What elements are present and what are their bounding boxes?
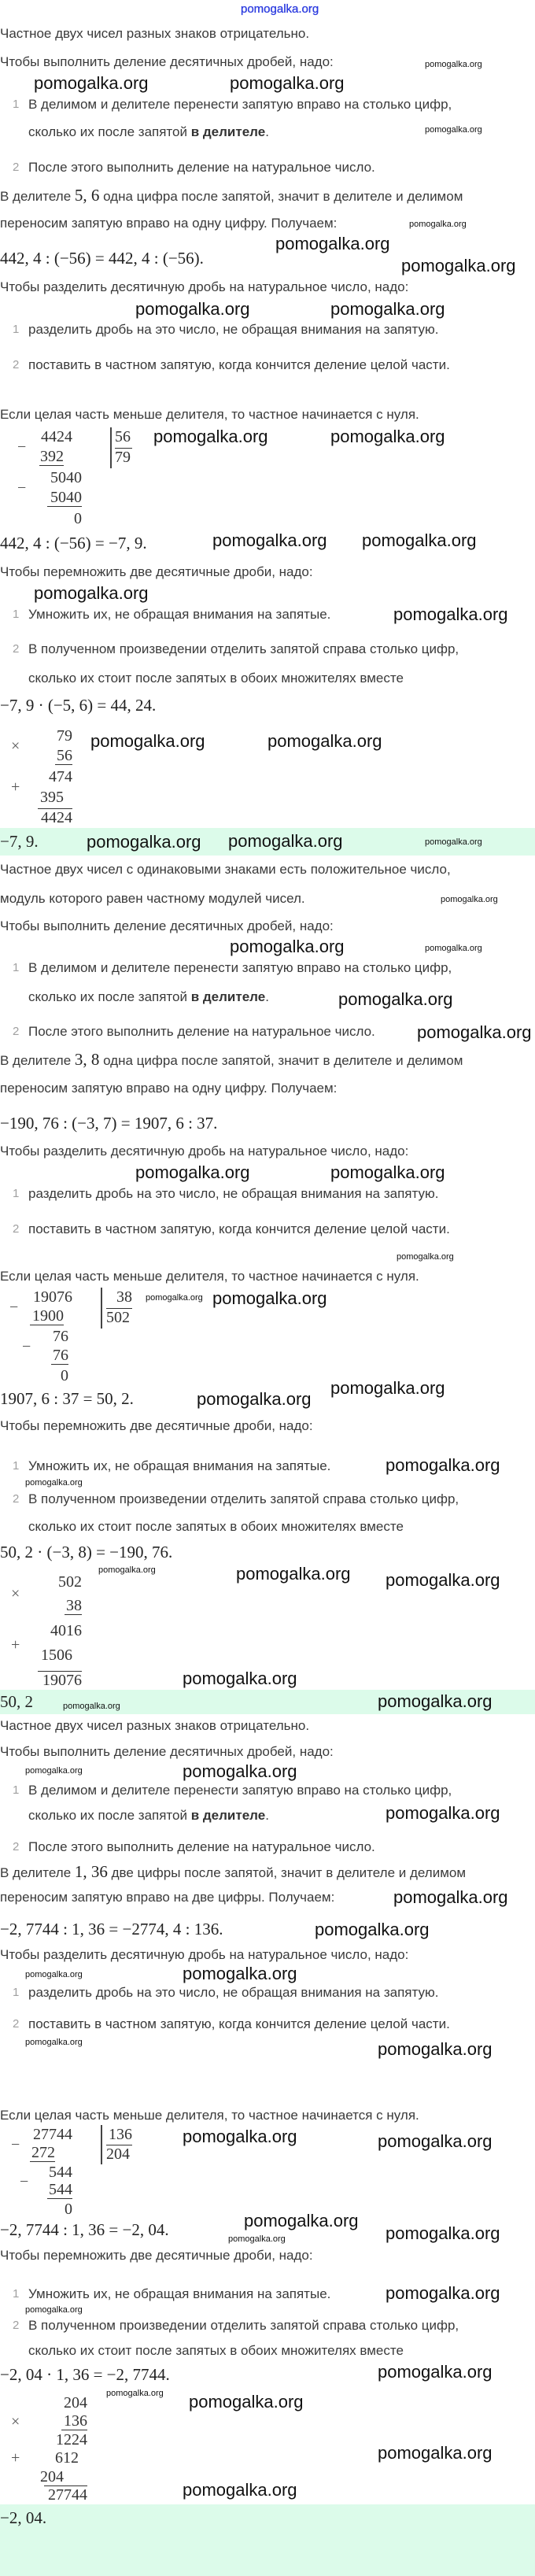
remainder: 544 <box>49 2164 72 2181</box>
zero-rule: Если целая часть меньше делителя, то частное начинается с нуля. <box>0 1269 419 1284</box>
watermark: pomogalka.org <box>378 2362 493 2382</box>
shift-explanation <box>0 186 463 205</box>
watermark: pomogalka.org <box>386 2223 500 2243</box>
division-bar <box>101 1288 102 1329</box>
division-step-2: После этого выполнить деление на натуральное число. <box>28 160 375 175</box>
division-step-2: После этого выполнить деление на натуральное число. <box>28 1839 375 1854</box>
multiplication-step-2: В полученном произведении отделить запятой справа столько цифр, <box>28 641 459 656</box>
times-sign: × <box>11 1585 20 1602</box>
zero-rule: Если целая часть меньше делителя, то частное начинается с нуля. <box>0 2108 419 2123</box>
watermark: pomogalka.org <box>25 1478 83 1488</box>
watermark: pomogalka.org <box>244 2211 359 2230</box>
formula: −2, 7744 : 1, 36 = −2774, 4 : 136. <box>0 1920 223 1938</box>
minus-sign: − <box>9 1299 19 1316</box>
watermark: pomogalka.org <box>135 299 250 319</box>
sign-rule: Частное двух чисел разных знаков отрицательно. <box>0 1718 310 1733</box>
site-logo: pomogalka.org <box>241 2 319 16</box>
step-number: 2 <box>13 2319 20 2332</box>
divisor: 136 <box>109 2126 132 2143</box>
watermark: pomogalka.org <box>63 1702 120 1711</box>
watermark: pomogalka.org <box>25 1766 83 1776</box>
watermark: pomogalka.org <box>230 937 345 956</box>
division-step-1-cont <box>28 1806 269 1825</box>
watermark: pomogalka.org <box>409 220 467 229</box>
partial-product: 1506 <box>41 1646 72 1664</box>
watermark: pomogalka.org <box>228 831 343 851</box>
watermark: pomogalka.org <box>338 989 453 1009</box>
times-sign: × <box>11 2413 20 2430</box>
step-end: . <box>265 1808 269 1823</box>
natural-step-1: разделить дробь на это число, не обращая внимания на запятую. <box>28 1985 439 2000</box>
multiplication-step-2-cont: сколько их стоит после запятых в обоих множителях вместе <box>28 671 404 686</box>
watermark: pomogalka.org <box>230 73 345 93</box>
watermark: pomogalka.org <box>330 427 445 446</box>
bold-text: в делителе <box>190 124 266 139</box>
formula: 442, 4 : (−56) = 442, 4 : (−56). <box>0 249 204 268</box>
plus-sign: + <box>11 1636 20 1654</box>
step-text: сколько их после запятой <box>28 1808 191 1823</box>
step-end: . <box>265 989 269 1004</box>
factor-a: 204 <box>64 2394 87 2412</box>
multiplication-rule-title: Чтобы перемножить две десятичные дроби, надо: <box>0 2248 313 2263</box>
divisor: 5, 6 <box>74 186 100 205</box>
watermark: pomogalka.org <box>183 2480 297 2500</box>
subtrahend: 5040 <box>47 489 82 507</box>
factor-b: 136 <box>61 2412 87 2430</box>
divisor: 38 <box>116 1288 132 1306</box>
multiplication-step-2-cont: сколько их стоит после запятых в обоих множителях вместе <box>28 1519 404 1534</box>
sign-rule-cont: модуль которого равен частному модулей чисел. <box>0 891 305 906</box>
division-step-2: После этого выполнить деление на натуральное число. <box>28 1024 375 1039</box>
watermark: pomogalka.org <box>386 1455 500 1475</box>
watermark: pomogalka.org <box>378 2443 493 2463</box>
watermark: pomogalka.org <box>98 1565 156 1575</box>
product: 27744 <box>44 2485 87 2504</box>
watermark: pomogalka.org <box>228 2234 286 2244</box>
divisor: 1, 36 <box>74 1862 108 1881</box>
partial-product: 4016 <box>50 1622 82 1639</box>
step-text: сколько их после запятой <box>28 989 191 1004</box>
watermark: pomogalka.org <box>425 837 482 847</box>
watermark: pomogalka.org <box>378 2039 493 2059</box>
watermark: pomogalka.org <box>135 1162 250 1182</box>
watermark: pomogalka.org <box>197 1389 312 1409</box>
bold-text: в делителе <box>190 989 266 1004</box>
partial-product: 474 <box>49 768 72 785</box>
watermark: pomogalka.org <box>417 1022 532 1042</box>
division-bar <box>101 2125 102 2164</box>
watermark: pomogalka.org <box>330 1162 445 1182</box>
natural-rule-title: Чтобы разделить десятичную дробь на натуральное число, надо: <box>0 1947 409 1962</box>
watermark: pomogalka.org <box>146 1293 203 1303</box>
partial-product: 204 <box>40 2468 64 2485</box>
shift-explanation-cont: переносим запятую вправо на две цифры. Получаем: <box>0 1890 335 1905</box>
remainder: 0 <box>61 1367 68 1384</box>
watermark: pomogalka.org <box>386 2283 500 2303</box>
watermark: pomogalka.org <box>401 256 516 275</box>
watermark: pomogalka.org <box>34 73 149 93</box>
watermark: pomogalka.org <box>268 731 382 751</box>
remainder: 0 <box>74 510 82 527</box>
step-number: 2 <box>13 1840 20 1853</box>
answer: 50, 2 <box>0 1692 33 1711</box>
division-rule-title: Чтобы выполнить деление десятичных дробей, надо: <box>0 54 334 69</box>
watermark: pomogalka.org <box>153 427 268 446</box>
natural-step-2: поставить в частном запятую, когда кончится деление целой части. <box>28 1221 450 1236</box>
quotient: 502 <box>106 1308 132 1326</box>
watermark: pomogalka.org <box>425 944 482 953</box>
step-number: 2 <box>13 1222 20 1236</box>
watermark: pomogalka.org <box>236 1564 351 1584</box>
watermark: pomogalka.org <box>183 2127 297 2146</box>
watermark: pomogalka.org <box>441 895 498 904</box>
multiplication-step-1: Умножить их, не обращая внимания на запятые. <box>28 1458 331 1473</box>
watermark: pomogalka.org <box>315 1920 430 1939</box>
division-result: 442, 4 : (−56) = −7, 9. <box>0 534 147 553</box>
natural-step-1: разделить дробь на это число, не обращая внимания на запятую. <box>28 1186 439 1201</box>
watermark: pomogalka.org <box>425 125 482 135</box>
sign-rule: Частное двух чисел с одинаковыми знаками есть положительное число, <box>0 862 451 877</box>
subtrahend: 1900 <box>30 1307 64 1325</box>
factor-b: 56 <box>57 747 72 764</box>
answer: −7, 9. <box>0 832 39 851</box>
watermark: pomogalka.org <box>378 1691 493 1711</box>
step-number: 1 <box>13 98 20 111</box>
check-formula: −2, 04 · 1, 36 = −2, 7744. <box>0 2365 170 2384</box>
zero-rule: Если целая часть меньше делителя, то частное начинается с нуля. <box>0 407 419 422</box>
product: 19076 <box>38 1671 82 1689</box>
multiplication-step-2: В полученном произведении отделить запятой справа столько цифр, <box>28 2318 459 2333</box>
step-number: 1 <box>13 608 20 621</box>
step-number: 1 <box>13 1783 20 1797</box>
natural-rule-title: Чтобы разделить десятичную дробь на натуральное число, надо: <box>0 1144 409 1159</box>
watermark: pomogalka.org <box>393 1887 508 1907</box>
partial-product: 395 <box>40 789 64 806</box>
natural-step-1: разделить дробь на это число, не обращая внимания на запятую. <box>28 322 439 337</box>
partial-product: 612 <box>55 2449 79 2467</box>
watermark: pomogalka.org <box>393 604 508 624</box>
watermark: pomogalka.org <box>275 234 390 253</box>
shift-explanation-cont: переносим запятую вправо на одну цифру. Получаем: <box>0 216 338 231</box>
natural-step-2: поставить в частном запятую, когда кончится деление целой части. <box>28 2016 450 2031</box>
watermark: pomogalka.org <box>386 1570 500 1590</box>
watermark: pomogalka.org <box>90 731 205 751</box>
division-bar <box>110 427 112 468</box>
quotient: 204 <box>106 2145 132 2163</box>
remainder: 5040 <box>50 469 82 486</box>
division-step-1: В делимом и делителе перенести запятую вправо на столько цифр, <box>28 97 452 112</box>
step-number: 2 <box>13 2017 20 2031</box>
remainder: 76 <box>53 1328 68 1345</box>
divisor: 3, 8 <box>74 1050 100 1069</box>
shift-post: две цифры после запятой, значит в делителе и делимом <box>107 1865 467 1880</box>
shift-post: одна цифра после запятой, значит в делителе и делимом <box>99 1053 463 1068</box>
partial-product: 1224 <box>56 2431 87 2448</box>
watermark: pomogalka.org <box>25 2038 83 2047</box>
quotient: 79 <box>115 449 131 466</box>
minus-sign: − <box>17 438 27 456</box>
division-result: 1907, 6 : 37 = 50, 2. <box>0 1389 134 1408</box>
multiplication-step-1: Умножить их, не обращая внимания на запятые. <box>28 2286 331 2301</box>
multiplication-rule-title: Чтобы перемножить две десятичные дроби, надо: <box>0 564 313 579</box>
step-number: 2 <box>13 642 20 656</box>
division-step-1-cont <box>28 988 269 1007</box>
shift-explanation <box>0 1050 463 1069</box>
step-number: 1 <box>13 1187 20 1200</box>
division-rule-title: Чтобы выполнить деление десятичных дробей, надо: <box>0 1744 334 1759</box>
step-number: 2 <box>13 1492 20 1506</box>
shift-post: одна цифра после запятой, значит в делителе и делимом <box>99 189 463 204</box>
step-number: 1 <box>13 1459 20 1473</box>
sign-rule: Частное двух чисел разных знаков отрицательно. <box>0 26 310 41</box>
watermark: pomogalka.org <box>362 530 477 550</box>
natural-step-2: поставить в частном запятую, когда кончится деление целой части. <box>28 357 450 372</box>
division-step-1-cont <box>28 123 269 142</box>
step-number: 1 <box>13 1986 20 1999</box>
subtrahend: 76 <box>53 1347 68 1364</box>
natural-rule-title: Чтобы разделить десятичную дробь на натуральное число, надо: <box>0 279 409 294</box>
division-result: −2, 7744 : 1, 36 = −2, 04. <box>0 2220 169 2239</box>
watermark: pomogalka.org <box>212 530 327 550</box>
subtrahend: 272 <box>31 2144 55 2161</box>
watermark: pomogalka.org <box>425 60 482 69</box>
watermark: pomogalka.org <box>397 1252 454 1262</box>
step-end: . <box>265 124 269 139</box>
multiplication-step-2: В полученном произведении отделить запятой справа столько цифр, <box>28 1491 459 1506</box>
watermark: pomogalka.org <box>330 1378 445 1398</box>
check-formula: 50, 2 · (−3, 8) = −190, 76. <box>0 1543 173 1561</box>
divisor: 56 <box>115 428 131 445</box>
shift-pre: В делителе <box>0 1053 75 1068</box>
bold-text: в делителе <box>190 1808 266 1823</box>
minus-sign: − <box>11 2136 20 2153</box>
step-number: 1 <box>13 2287 20 2301</box>
division-rule-title: Чтобы выполнить деление десятичных дробей, надо: <box>0 918 334 933</box>
dividend: 4424 <box>41 428 72 445</box>
watermark: pomogalka.org <box>330 299 445 319</box>
answer: −2, 04. <box>0 2508 47 2527</box>
watermark: pomogalka.org <box>212 1288 327 1308</box>
watermark: pomogalka.org <box>183 1761 297 1781</box>
product: 4424 <box>38 808 72 826</box>
watermark: pomogalka.org <box>386 1803 500 1823</box>
watermark: pomogalka.org <box>183 1669 297 1688</box>
watermark: pomogalka.org <box>25 2305 83 2315</box>
step-number: 2 <box>13 358 20 371</box>
watermark: pomogalka.org <box>106 2389 164 2398</box>
subtrahend: 392 <box>40 448 64 465</box>
subtrahend: 544 <box>49 2181 72 2198</box>
division-step-1: В делимом и делителе перенести запятую вправо на столько цифр, <box>28 960 452 975</box>
multiplication-step-2-cont: сколько их стоит после запятых в обоих множителях вместе <box>28 2343 404 2358</box>
remainder: 0 <box>65 2201 72 2218</box>
minus-sign: − <box>20 2173 29 2190</box>
shift-explanation-cont: переносим запятую вправо на одну цифру. Получаем: <box>0 1081 338 1096</box>
factor-a: 502 <box>58 1573 82 1591</box>
step-number: 1 <box>13 323 20 336</box>
step-number: 2 <box>13 1025 20 1038</box>
times-sign: × <box>11 737 20 755</box>
factor-b: 38 <box>66 1597 82 1614</box>
plus-sign: + <box>11 778 20 796</box>
shift-explanation <box>0 1862 466 1881</box>
step-number: 1 <box>13 961 20 974</box>
formula: −190, 76 : (−3, 7) = 1907, 6 : 37. <box>0 1114 218 1133</box>
check-formula: −7, 9 · (−5, 6) = 44, 24. <box>0 696 157 715</box>
multiplication-step-1: Умножить их, не обращая внимания на запятые. <box>28 607 331 622</box>
shift-pre: В делителе <box>0 1865 75 1880</box>
division-step-1: В делимом и делителе перенести запятую вправо на столько цифр, <box>28 1783 452 1798</box>
watermark: pomogalka.org <box>183 1964 297 1983</box>
shift-pre: В делителе <box>0 189 75 204</box>
watermark: pomogalka.org <box>378 2131 493 2151</box>
step-text: сколько их после запятой <box>28 124 191 139</box>
minus-sign: − <box>22 1338 31 1355</box>
watermark: pomogalka.org <box>87 832 201 852</box>
answer-band <box>0 2504 535 2576</box>
watermark: pomogalka.org <box>25 1970 83 1979</box>
plus-sign: + <box>11 2449 20 2467</box>
step-number: 2 <box>13 161 20 174</box>
watermark: pomogalka.org <box>34 583 149 603</box>
factor-a: 79 <box>57 727 72 745</box>
dividend: 27744 <box>33 2126 72 2143</box>
watermark: pomogalka.org <box>189 2392 304 2412</box>
dividend: 19076 <box>33 1288 72 1306</box>
multiplication-rule-title: Чтобы перемножить две десятичные дроби, надо: <box>0 1418 313 1433</box>
minus-sign: − <box>17 479 27 497</box>
